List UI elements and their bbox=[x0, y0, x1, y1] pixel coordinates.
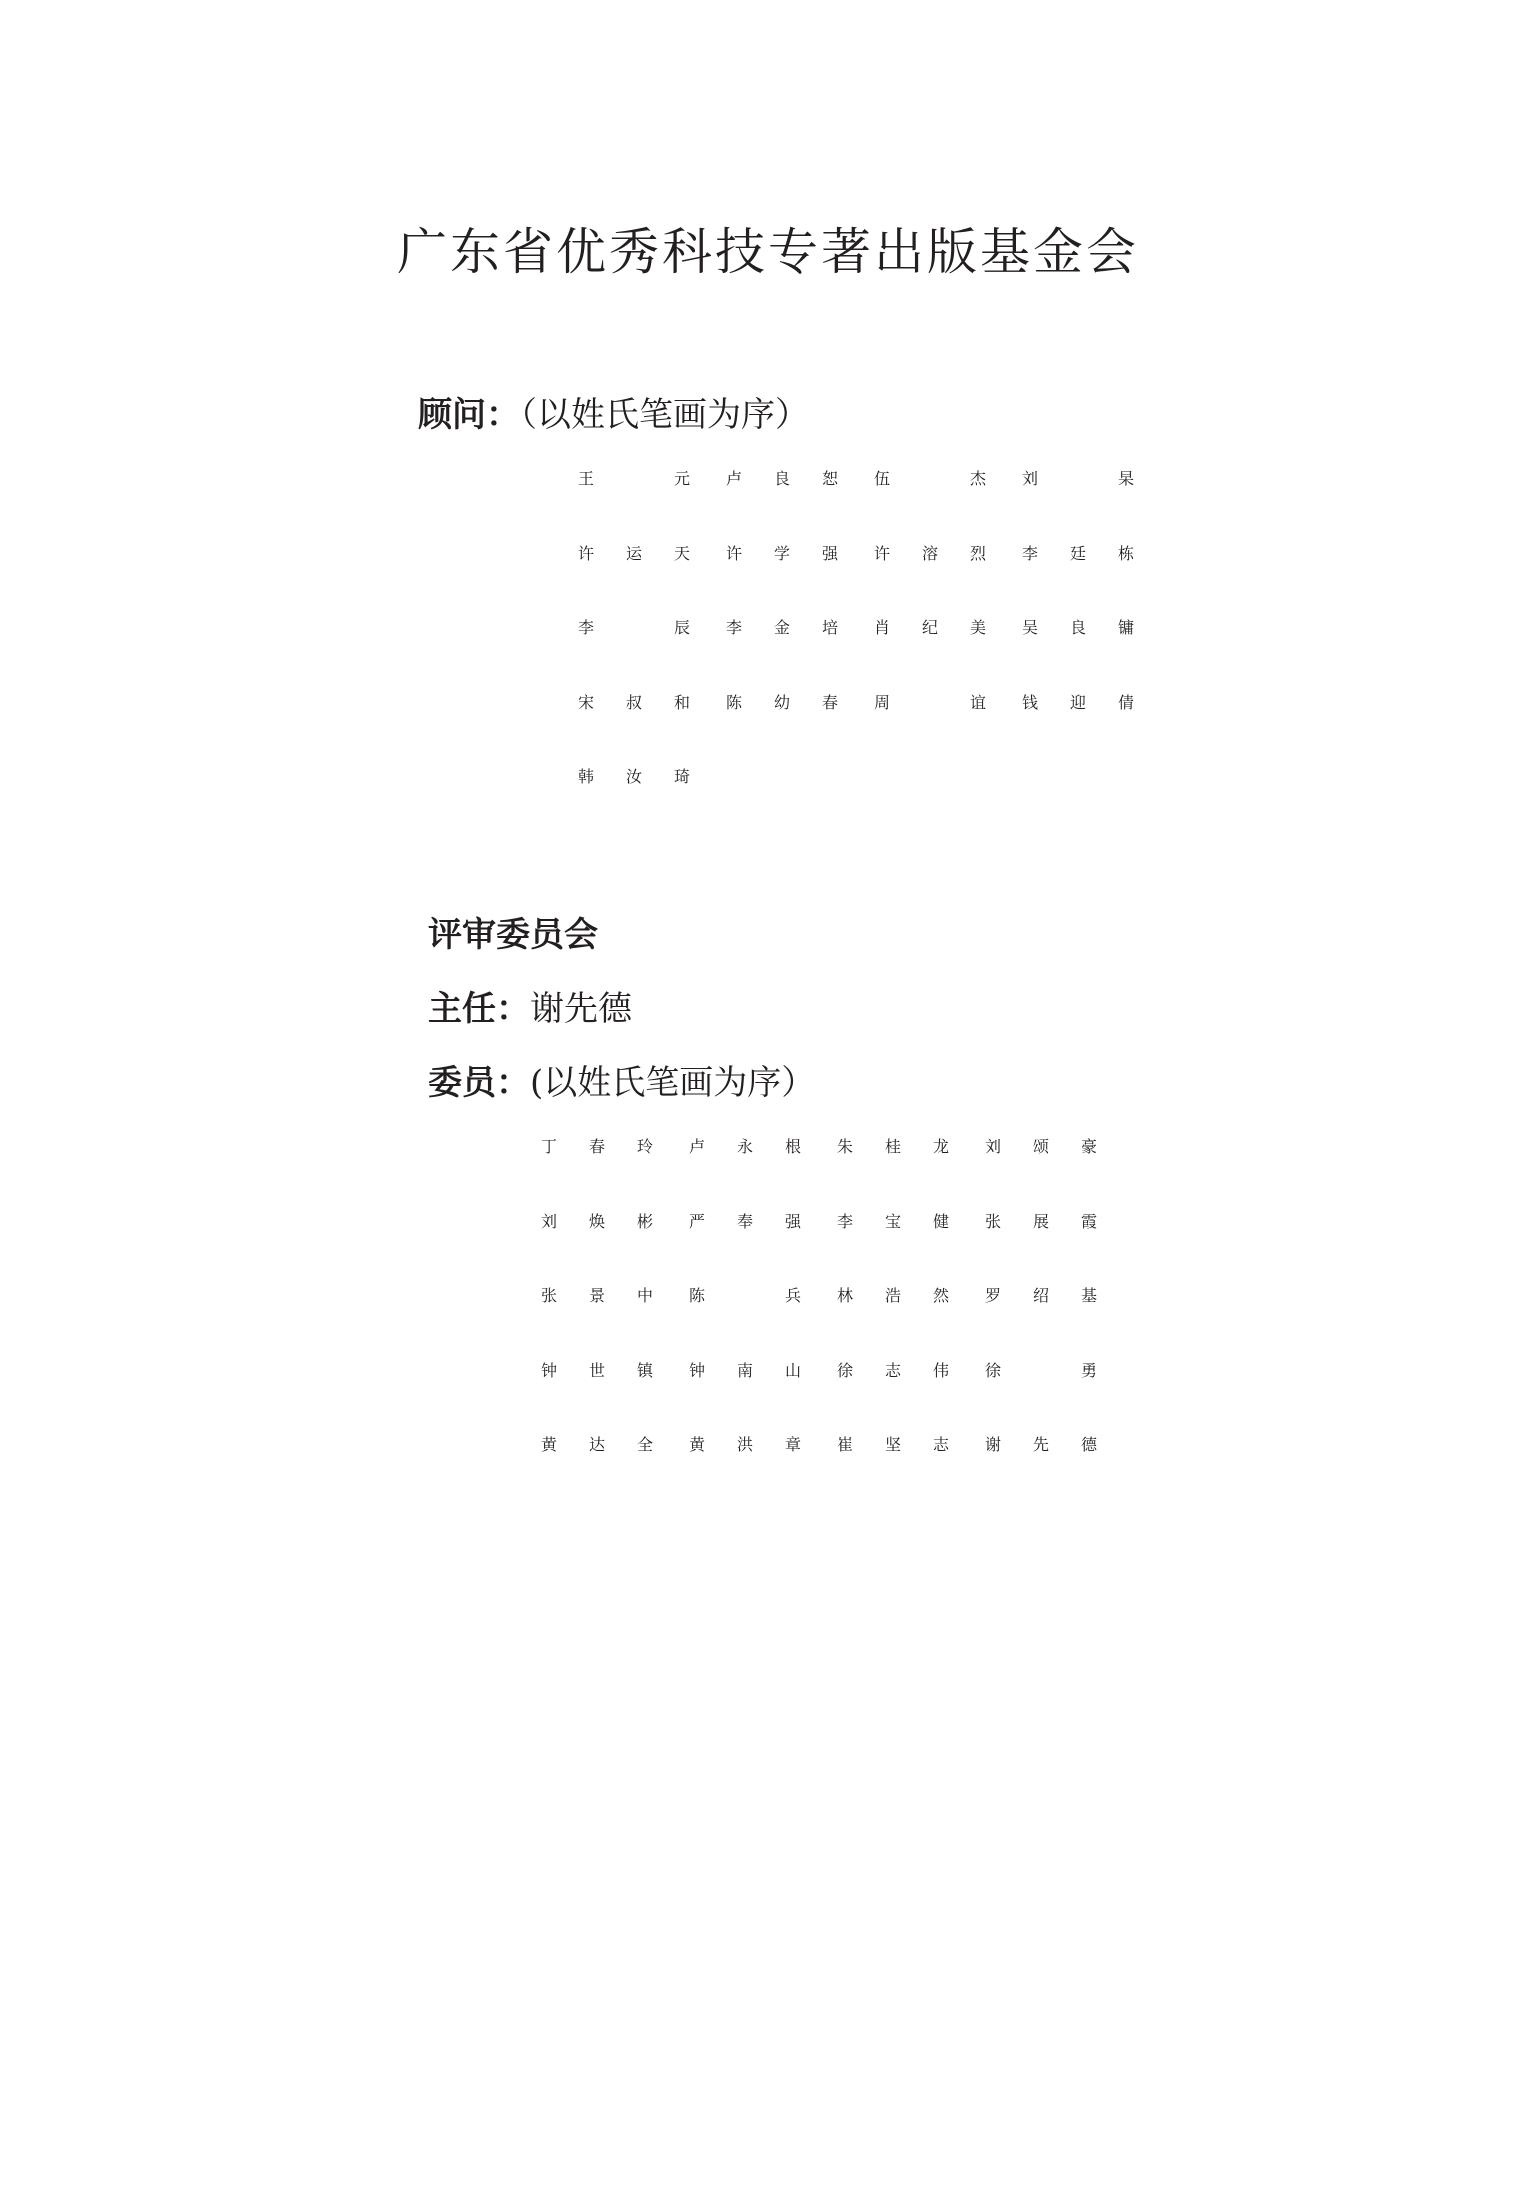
member-name: 林 浩 然 bbox=[837, 1286, 949, 1305]
advisor-name: 许 运 天 bbox=[578, 543, 690, 563]
member-name: 卢 永 根 bbox=[689, 1137, 801, 1156]
member-name: 罗 绍 基 bbox=[985, 1286, 1097, 1305]
member-name: 陈 兵 bbox=[689, 1286, 801, 1305]
advisor-name: 陈 幼 春 bbox=[726, 692, 838, 712]
advisor-name: 肖 纪 美 bbox=[874, 618, 986, 637]
committee-director bbox=[428, 984, 632, 1034]
member-name: 刘 焕 彬 bbox=[541, 1211, 653, 1231]
member-name: 朱 桂 龙 bbox=[837, 1137, 949, 1156]
advisor-name: 李 金 培 bbox=[726, 618, 838, 637]
member-name: 严 奉 强 bbox=[689, 1211, 801, 1231]
advisor-name: 卢 良 恕 bbox=[726, 469, 838, 488]
advisors-heading bbox=[418, 390, 809, 440]
advisor-name: 王 元 bbox=[578, 469, 690, 488]
advisor-name: 刘 杲 bbox=[1022, 469, 1134, 488]
members-label: 委员： bbox=[428, 1063, 530, 1103]
member-name: 钟 南 山 bbox=[689, 1360, 801, 1380]
member-name: 黄 达 全 bbox=[541, 1435, 653, 1454]
advisor-name: 李 辰 bbox=[578, 618, 690, 637]
advisors-label: 顾问： bbox=[418, 395, 520, 435]
advisor-name: 周 谊 bbox=[874, 692, 986, 712]
member-name: 丁 春 玲 bbox=[541, 1137, 653, 1156]
committee-members-heading bbox=[428, 1058, 815, 1108]
advisor-name: 许 学 强 bbox=[726, 543, 838, 563]
member-name: 张 景 中 bbox=[541, 1286, 653, 1305]
advisor-name: 韩 汝 琦 bbox=[578, 767, 690, 786]
director-name: 谢先德 bbox=[530, 989, 632, 1029]
member-name: 徐 志 伟 bbox=[837, 1360, 949, 1380]
member-name: 刘 颂 豪 bbox=[985, 1137, 1097, 1156]
advisors-order-note: （以姓氏笔画为序） bbox=[520, 395, 809, 435]
page-title: 广东省优秀科技专著出版基金会 bbox=[397, 223, 1139, 281]
member-name: 谢 先 德 bbox=[985, 1435, 1097, 1454]
advisor-name: 李 廷 栋 bbox=[1022, 543, 1134, 563]
advisor-name: 吴 良 镛 bbox=[1022, 618, 1134, 637]
advisor-name: 钱 迎 倩 bbox=[1022, 692, 1134, 712]
committee-heading: 评审委员会 bbox=[428, 915, 598, 955]
advisor-name: 宋 叔 和 bbox=[578, 692, 690, 712]
member-name: 崔 坚 志 bbox=[837, 1435, 949, 1454]
members-order-note: (以姓氏笔画为序） bbox=[530, 1063, 816, 1103]
member-name: 张 展 霞 bbox=[985, 1211, 1097, 1231]
member-name: 黄 洪 章 bbox=[689, 1435, 801, 1454]
member-name: 徐 勇 bbox=[985, 1360, 1097, 1380]
director-label: 主任： bbox=[428, 989, 530, 1029]
advisor-name: 伍 杰 bbox=[874, 469, 986, 488]
member-name: 钟 世 镇 bbox=[541, 1360, 653, 1380]
member-name: 李 宝 健 bbox=[837, 1211, 949, 1231]
advisor-name: 许 溶 烈 bbox=[874, 543, 986, 563]
